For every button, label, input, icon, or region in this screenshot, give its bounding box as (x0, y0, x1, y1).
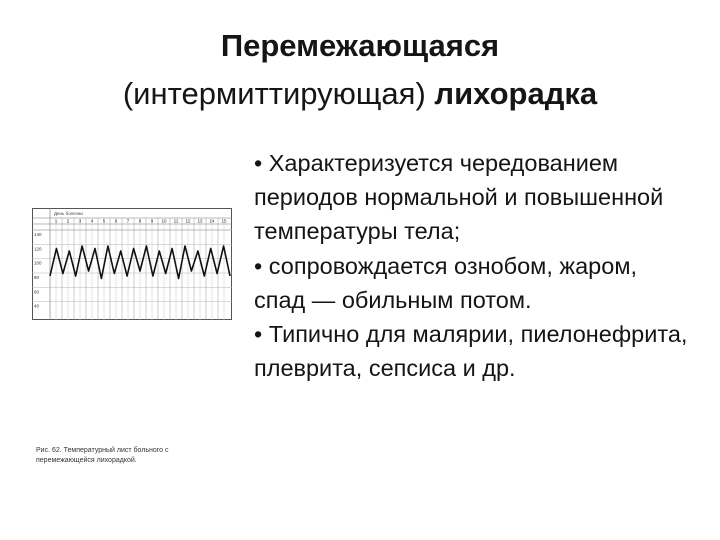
chart-header-label: День болезни (54, 211, 83, 216)
day-number: 11 (173, 218, 179, 224)
row-label: 60 (34, 289, 40, 295)
temperature-chart (32, 208, 232, 320)
day-number: 5 (102, 218, 106, 224)
slide-title (40, 22, 680, 118)
row-label: 140 (34, 232, 42, 237)
row-label: 40 (34, 303, 40, 309)
day-number: 2 (66, 218, 70, 224)
day-number: 3 (78, 218, 82, 224)
day-number: 15 (221, 218, 227, 224)
day-number: 6 (114, 218, 118, 224)
bullet-item: • Характеризуется чередованием периодов нормальной и повышенной температуры тела; (254, 150, 664, 245)
day-number: 12 (185, 218, 191, 224)
day-number: 14 (209, 218, 215, 224)
figure-caption: Рис. 62. Температурный лист больного с перемежающейся лихорадкой. (36, 447, 169, 464)
title-line-2-regular: (интермиттирующая) (122, 76, 435, 111)
row-label: 100 (34, 260, 42, 266)
bullet-item: • сопровождается ознобом, жаром, спад — обильным потом. (254, 252, 638, 313)
temperature-chart-figure (32, 208, 232, 320)
row-label: 120 (34, 246, 42, 252)
bullet-list (254, 146, 694, 385)
day-number: 9 (150, 218, 154, 224)
day-number: 8 (138, 218, 142, 224)
bullet-item: • Типично для малярии, пиелонефрита, плеврита, сепсиса и др. (254, 321, 688, 382)
day-number: 7 (126, 218, 130, 224)
day-number: 1 (54, 218, 58, 224)
chart-day-numbers (55, 219, 227, 224)
title-line-2-bold: лихорадка (434, 76, 598, 111)
day-number: 13 (197, 218, 203, 224)
day-number: 10 (161, 218, 167, 224)
title-line-1: Перемежающаяся (220, 28, 500, 63)
row-label: 80 (34, 275, 40, 280)
day-number: 4 (90, 218, 94, 224)
